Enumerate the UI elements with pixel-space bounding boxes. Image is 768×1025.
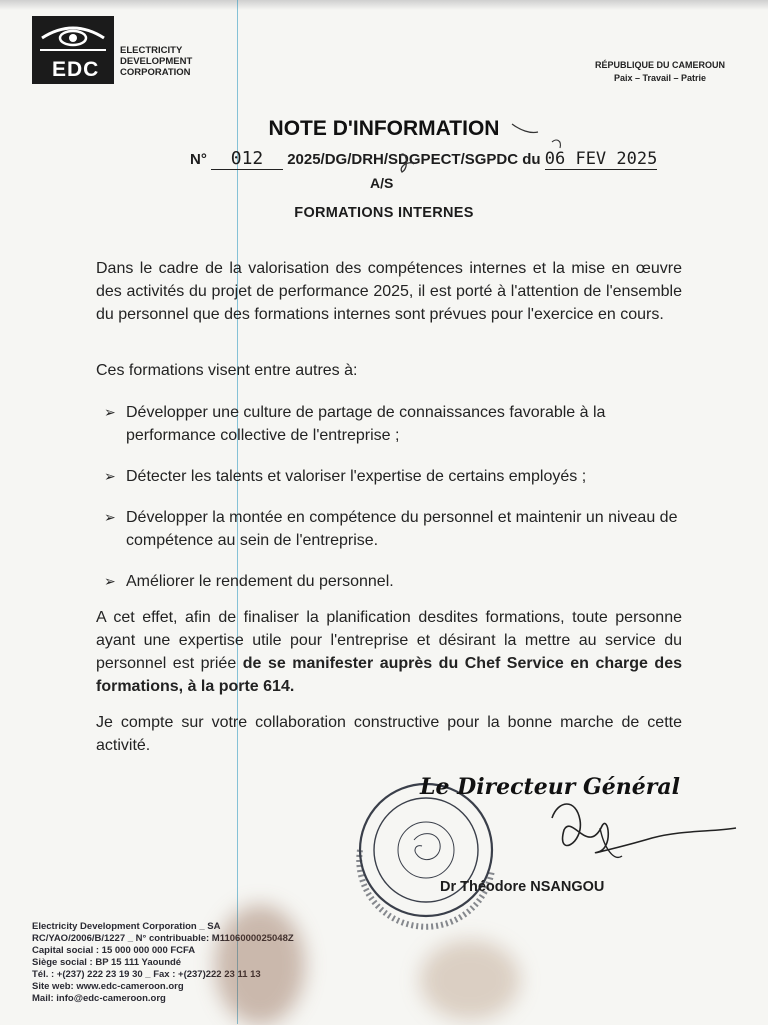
reference-date: 06 FEV 2025: [544, 149, 658, 169]
reference-code: 2025/DG/DRH/SDGPECT/SGPDC: [287, 151, 519, 168]
arrow-bullet-icon: ➢: [104, 509, 116, 525]
scan-smudge: [215, 905, 305, 1025]
list-item: [96, 465, 682, 488]
footer-line: Electricity Development Corporation _ SA: [32, 921, 221, 932]
signature-title: Le Directeur Général: [420, 774, 680, 800]
reference-prefix: N°: [190, 151, 207, 168]
list-item: [96, 506, 682, 552]
reference-number: 012: [211, 148, 283, 170]
list-item-text: Développer la montée en compétence du personnel et maintenir un niveau de compétence au sein de l'entreprise.: [126, 509, 678, 549]
arrow-bullet-icon: ➢: [104, 573, 116, 589]
scan-smudge: [420, 940, 520, 1020]
scan-shadow: [0, 0, 768, 10]
closing-paragraph: Je compte sur votre collaboration constructive pour la bonne marche de cette activité.: [96, 714, 682, 754]
footer-line: RC/YAO/2006/B/1227 _ N° contribuable: M1106000025048Z: [32, 933, 294, 944]
list-item: [96, 570, 682, 593]
subject-prefix: A/S: [370, 175, 394, 191]
date-prefix: du: [522, 151, 541, 168]
edc-logo: [32, 16, 114, 84]
republic-motto: Paix – Travail – Patrie: [613, 73, 707, 83]
arrow-bullet-icon: ➢: [104, 468, 116, 484]
footer-line: Site web: www.edc-cameroon.org: [32, 981, 184, 992]
subject-title: FORMATIONS INTERNES: [294, 205, 474, 221]
company-line: ELECTRICITY: [120, 45, 183, 56]
signer-name: Dr Théodore NSANGOU: [440, 879, 605, 895]
footer-line: Tél. : +(237) 222 23 19 30 _ Fax : +(237)222 23 11 13: [32, 969, 261, 980]
list-item: [96, 401, 682, 447]
company-line: DEVELOPMENT: [120, 56, 193, 67]
document-title: NOTE D'INFORMATION: [268, 117, 500, 140]
handwritten-initials: [340, 120, 580, 180]
effect-paragraph: [96, 606, 682, 698]
company-name: [120, 45, 192, 78]
objectives-list: [96, 401, 682, 611]
objectives-lead: Ces formations visent entre autres à:: [96, 362, 358, 379]
arrow-bullet-icon: ➢: [104, 404, 116, 420]
footer-line: Siège social : BP 15 111 Yaoundé: [32, 957, 182, 968]
effect-text: A cet effet, afin de finaliser la planification desdites formations, toute personne ayant une expertise utile pour l'entreprise et désirant la mettre au service du personnel est priée: [96, 609, 682, 672]
company-line: CORPORATION: [120, 67, 191, 78]
effect-emphasis: de se manifester auprès du Chef Service en charge des formations, à la porte 614.: [96, 655, 682, 695]
list-item-text: Développer une culture de partage de connaissances favorable à la performance collective de l'entreprise ;: [126, 404, 606, 444]
republic-name: RÉPUBLIQUE DU CAMEROUN: [594, 60, 725, 70]
intro-paragraph: Dans le cadre de la valorisation des compétences internes et la mise en œuvre des activités du projet de performance 2025, il est porté à l'attention de l'ensemble du personnel que des formations internes sont prévues pour l'exercice en cours.: [96, 260, 682, 323]
footer-line: Capital social : 15 000 000 000 FCFA: [32, 945, 196, 956]
republic-heading: [560, 59, 760, 85]
list-item-text: Détecter les talents et valoriser l'expertise de certains employés ;: [126, 468, 587, 485]
logo-text: EDC: [52, 58, 100, 81]
list-item-text: Améliorer le rendement du personnel.: [126, 573, 394, 590]
footer-line: Mail: info@edc-cameroon.org: [32, 993, 166, 1004]
